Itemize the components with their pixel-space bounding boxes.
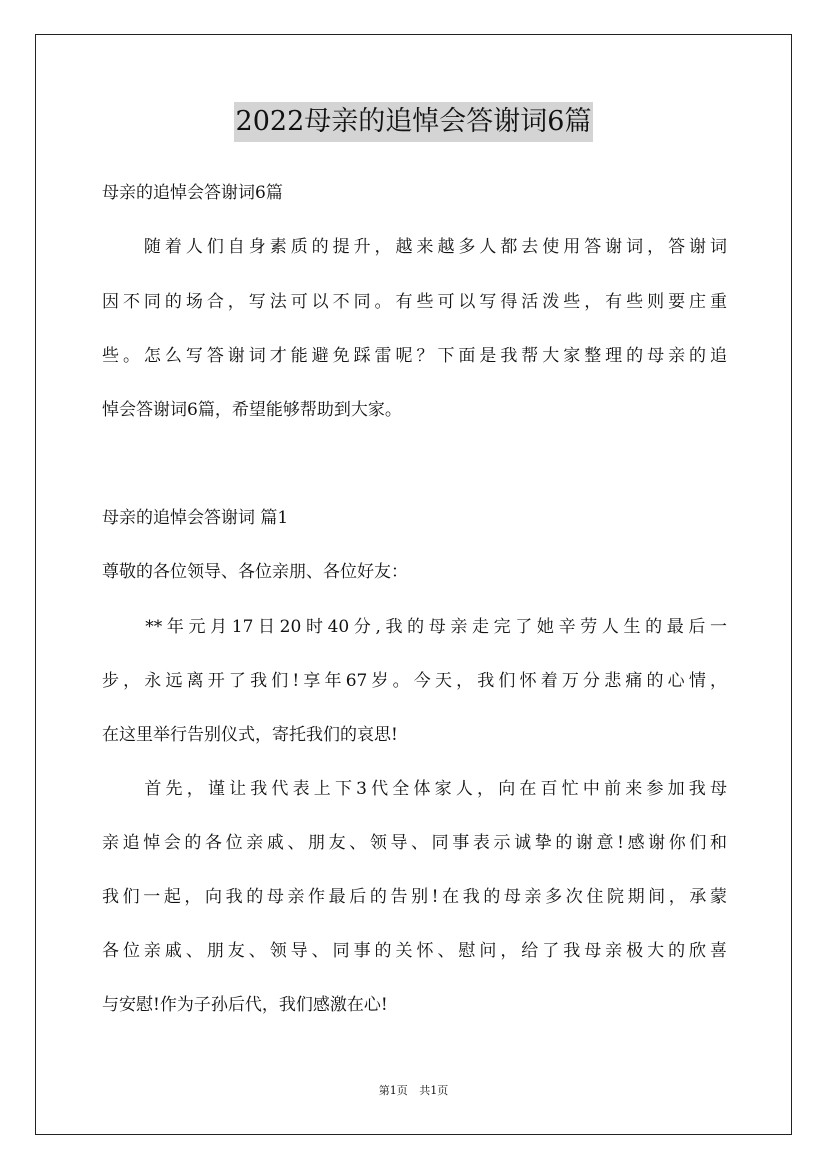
salutation-line: 尊敬的各位领导、各位亲朋、各位好友： [102, 562, 408, 582]
paragraph-line: 亲追悼会的各位亲戚、朋友、领导、同事表示诚挚的谢意!感谢你们和 [102, 833, 727, 853]
section-heading: 母亲的追悼会答谢词 篇1 [102, 508, 289, 528]
paragraph-line: 在这里举行告别仪式，寄托我们的哀思! [102, 725, 398, 745]
page-number: 第1页 [378, 1084, 408, 1097]
paragraph-line: 些。怎么写答谢词才能避免踩雷呢？下面是我帮大家整理的母亲的追 [102, 346, 727, 366]
paragraph-line: 我们一起，向我的母亲作最后的告别!在我的母亲多次住院期间，承蒙 [102, 887, 727, 907]
paragraph-line: 因不同的场合，写法可以不同。有些可以写得活泼些，有些则要庄重 [102, 292, 727, 312]
paragraph-line: 随着人们自身素质的提升，越来越多人都去使用答谢词，答谢词 [102, 237, 727, 257]
paragraph-line: 各位亲戚、朋友、领导、同事的关怀、慰问，给了我母亲极大的欣喜 [102, 941, 727, 961]
page-total: 共1页 [419, 1084, 449, 1097]
title-container [0, 102, 827, 142]
paragraph-line: 步，永远离开了我们!享年67岁。今天，我们怀着万分悲痛的心情， [102, 671, 727, 691]
paragraph-line: 与安慰!作为子孙后代，我们感激在心! [102, 995, 388, 1015]
page-footer [0, 1083, 827, 1099]
paragraph-line: 首先，谨让我代表上下3代全体家人，向在百忙中前来参加我母 [102, 779, 727, 799]
paragraph-line: **年元月17日20时40分,我的母亲走完了她辛劳人生的最后一 [102, 617, 727, 637]
subtitle-line: 母亲的追悼会答谢词6篇 [102, 183, 283, 203]
paragraph-line: 悼会答谢词6篇，希望能够帮助到大家。 [102, 400, 402, 420]
document-title: 2022母亲的追悼会答谢词6篇 [234, 102, 594, 142]
